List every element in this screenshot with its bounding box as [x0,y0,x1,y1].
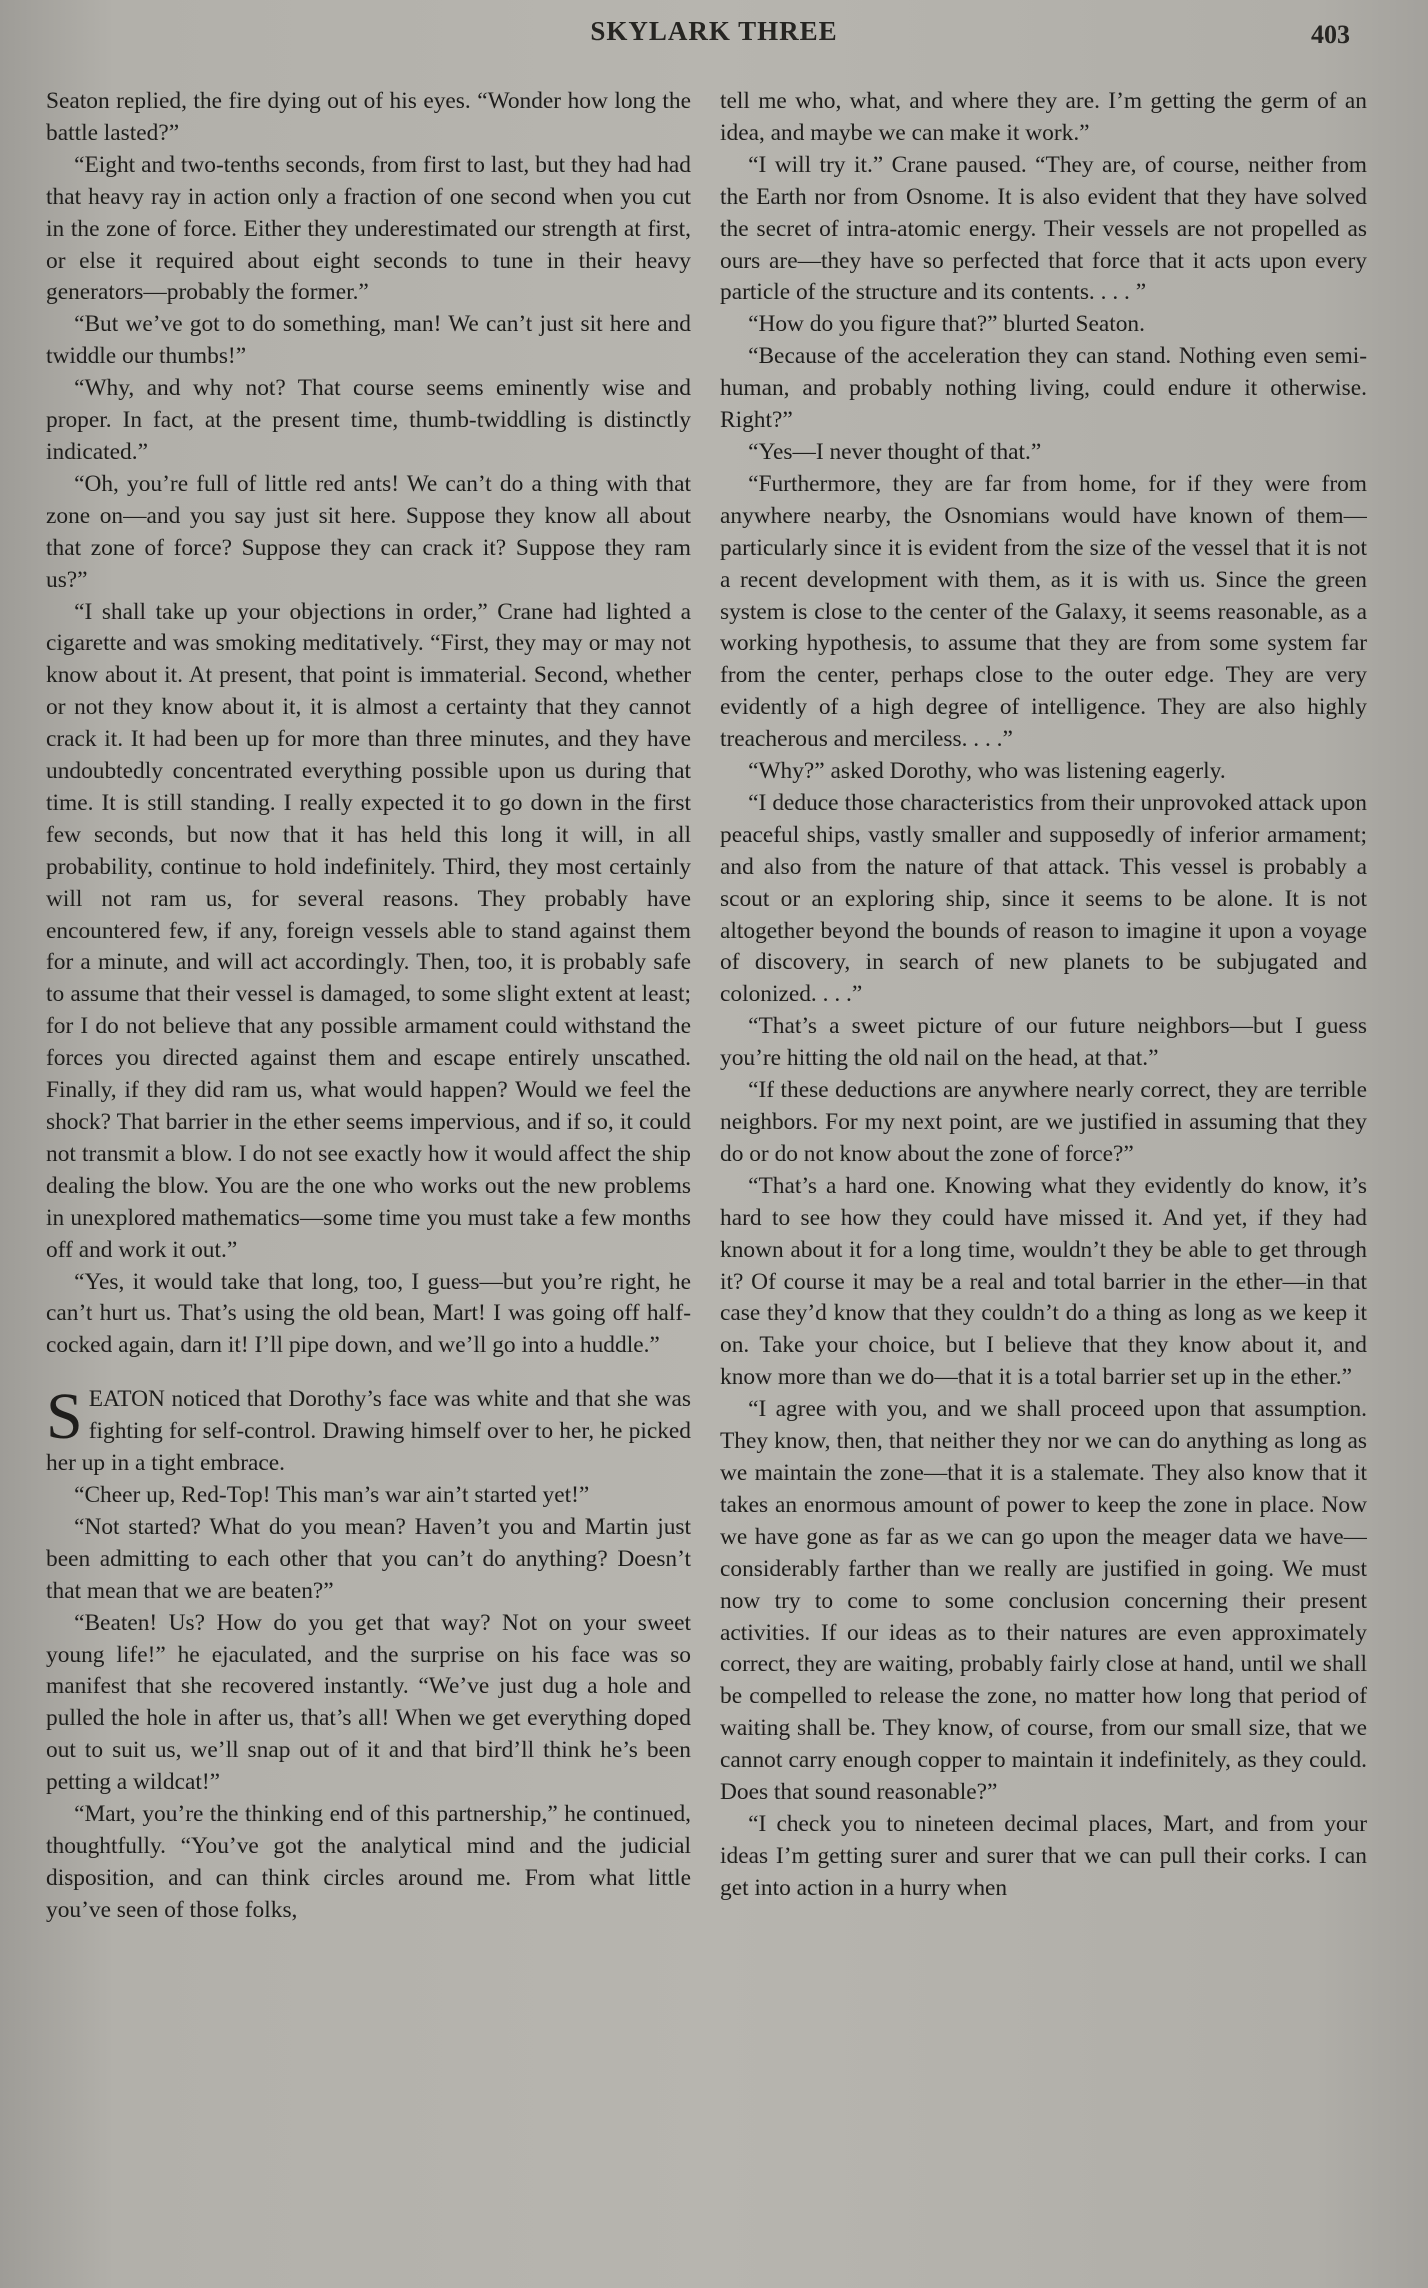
paragraph: “Not started? What do you mean? Haven’t you and Martin just been admitting to each other that you can’t do anything? Doesn’t that mean that we are beaten?” [46,1513,691,1604]
page-header [0,14,1428,58]
paragraph: “But we’ve got to do something, man! We can’t just sit here and twiddle our thumbs!” [46,311,691,370]
paragraph: “Why, and why not? That course seems eminently wise and proper. In fact, at the present time, thumb-twiddling is distinctly indicated.” [46,375,691,465]
paragraph: “Mart, you’re the thinking end of this partnership,” he continued, thoughtfully. “You’ve got the analytical mind and the judicial disposition, and can think circles around me. From what little you’ve seen of those folks, [46,1801,691,1923]
paragraph: Seaton replied, the fire dying out of his eyes. “Wonder how long the battle lasted?” [46,88,691,146]
paragraph: “Eight and two-tenths seconds, from first to last, but they had had that heavy ray in action only a fraction of one second when you cut in the zone of force. Either they underestimated our strength at first, or else it required about eight seconds to tune in their heavy generators—probably the former.” [46,151,691,306]
paragraph: “I agree with you, and we shall proceed upon that assumption. They know, then, that neither they nor we can do anything as long as we maintain the zone—that it is a stalemate. They also know that it takes an enormous amount of power to keep the zone in place. Now we have gone as far as we can go upon the meager data we have—considerably farther than we really are justified in going. We must now try to come to some conclusion concerning their present activities. If our ideas as to their natures are even approximately correct, they are waiting, probably fairly close at hand, until we shall be compelled to release the zone, no matter how long that period of waiting shall be. They know, of course, from our small size, that we cannot carry enough copper to maintain it indefinitely, as they could. Does that sound reasonable?” [720,1396,1367,1806]
paragraph: “I check you to nineteen decimal places, Mart, and from your ideas I’m getting surer and surer that we can pull their corks. I can get into action in a hurry when [720,1810,1367,1901]
paragraph: “Because of the acceleration they can stand. Nothing even semi-human, and probably nothing living, could endure it otherwise. Right?” [720,343,1367,434]
paragraph: “Yes—I never thought of that.” [748,438,1042,465]
drop-cap: S [46,1380,83,1454]
paragraph: “I shall take up your objections in order,” Crane had lighted a cigarette and was smoking meditatively. “First, they may or may not know about it. At present, that point is immaterial. Second, whether or not they know about it, it is almost a certainty that they cannot crack it. It had been up for more than three minutes, and they have undoubtedly concentrated everything possible upon us during that time. It is still standing. I really expected it to go down in the first few seconds, but now that it has held this long it will, in all probability, continue to hold indefinitely. Third, they most certainly will not ram us, for several reasons. They probably have encountered few, if any, foreign vessels able to stand against them for a minute, and will act accordingly. Then, too, it is probably safe to assume that their vessel is damaged, to some slight extent at least; for I do not believe that any possible armament could withstand the forces you directed against them and escape entirely unscathed. Finally, if they did ram us, what would happen? Would we feel the shock? That barrier in the ether seems impervious, and if so, it could not transmit a blow. I do not see exactly how it would affect the ship dealing the blow. You are the one who works out the new problems in unexplored mathematics—some time you must take a few months off and work it out.” [46,598,691,1263]
paragraph: “Oh, you’re full of little red ants! We can’t do a thing with that zone on—and you say just sit here. Suppose they know all about that zone of force? Suppose they can crack it? Suppose they ram us?” [46,470,691,593]
paragraph: “Beaten! Us? How do you get that way? Not on your sweet young life!” he ejaculated, and the surprise on his face was so manifest that she recovered instantly. “We’ve just dug a hole and pulled the hole in after us, that’s all! When we get everything doped out to suit us, we’ll snap out of it and that bird’ll think he’s been petting a wildcat!” [46,1609,691,1796]
paragraph: “That’s a hard one. Knowing what they evidently do know, it’s hard to see how they could have missed it. And yet, if they had known about it for a long time, wouldn’t they be able to get through it? Of course it may be a real and total barrier in the ether—in that case they’d know that they couldn’t do a thing as long as we keep it on. Take your choice, but I believe that they know about it, and know more than we do—that it is a total barrier set up in the ether.” [720,1172,1367,1391]
section-opening-text: EATON noticed that Dorothy’s face was white and that she was fighting for self-control. Drawing himself over to her, he picked her up in a tight embrace. [46,1386,691,1477]
paragraph: “If these deductions are anywhere nearly correct, they are terrible neighbors. For my next point, are we justified in assuming that they do or do not know about the zone of force?” [720,1077,1367,1167]
paragraph: “I deduce those characteristics from their unprovoked attack upon peaceful ships, vastly smaller and supposedly of inferior armament; and also from the nature of that attack. This vessel is probably a scout or an exploring ship, since it seems to be alone. It is not altogether beyond the bounds of reason to imagine it upon a voyage of discovery, in search of new planets to be subjugated and colonized. . . .” [720,789,1367,1008]
paragraph: “Cheer up, Red-Top! This man’s war ain’t started yet!” [74,1481,590,1508]
paragraph: “That’s a sweet picture of our future neighbors—but I guess you’re hitting the old nail on the head, at that.” [720,1013,1367,1072]
paragraph: “Yes, it would take that long, too, I guess—but you’re right, he can’t hurt us. That’s using the old bean, Mart! I was going off half-cocked again, darn it! I’ll pipe down, and we’ll go into a huddle.” [46,1268,691,1359]
paragraph: “Why?” asked Dorothy, who was listening eagerly. [748,758,1226,785]
continued-paragraph: tell me who, what, and where they are. I’m getting the germ of an idea, and maybe we can make it work.” [720,88,1367,146]
paragraph: “How do you figure that?” blurted Seaton. [748,311,1145,338]
section-opening-paragraph [46,1380,691,1480]
page-number: 403 [1311,20,1350,49]
paragraph: “I will try it.” Crane paused. “They are, of course, neither from the Earth nor from Osnome. It is also evident that they have solved the secret of intra-atomic energy. Their vessels are not propelled as ours are—they have so perfected that force that it acts upon every particle of the structure and its contents. . . . ” [720,151,1367,306]
right-column [720,86,1367,2276]
paragraph: “Furthermore, they are far from home, for if they were from anywhere nearby, the Osnomians would have known of them—particularly since it is evident from the size of the vessel that it is not a recent development with them, as it is with us. Since the green system is close to the center of the Galaxy, it seems reasonable, as a working hypothesis, to assume that they are from some system far from the center, perhaps close to the outer edge. They are very evidently of a high degree of intelligence. They are also highly treacherous and merciless. . . .” [720,470,1367,753]
running-title: SKYLARK THREE [590,16,838,46]
left-column [46,86,691,2276]
